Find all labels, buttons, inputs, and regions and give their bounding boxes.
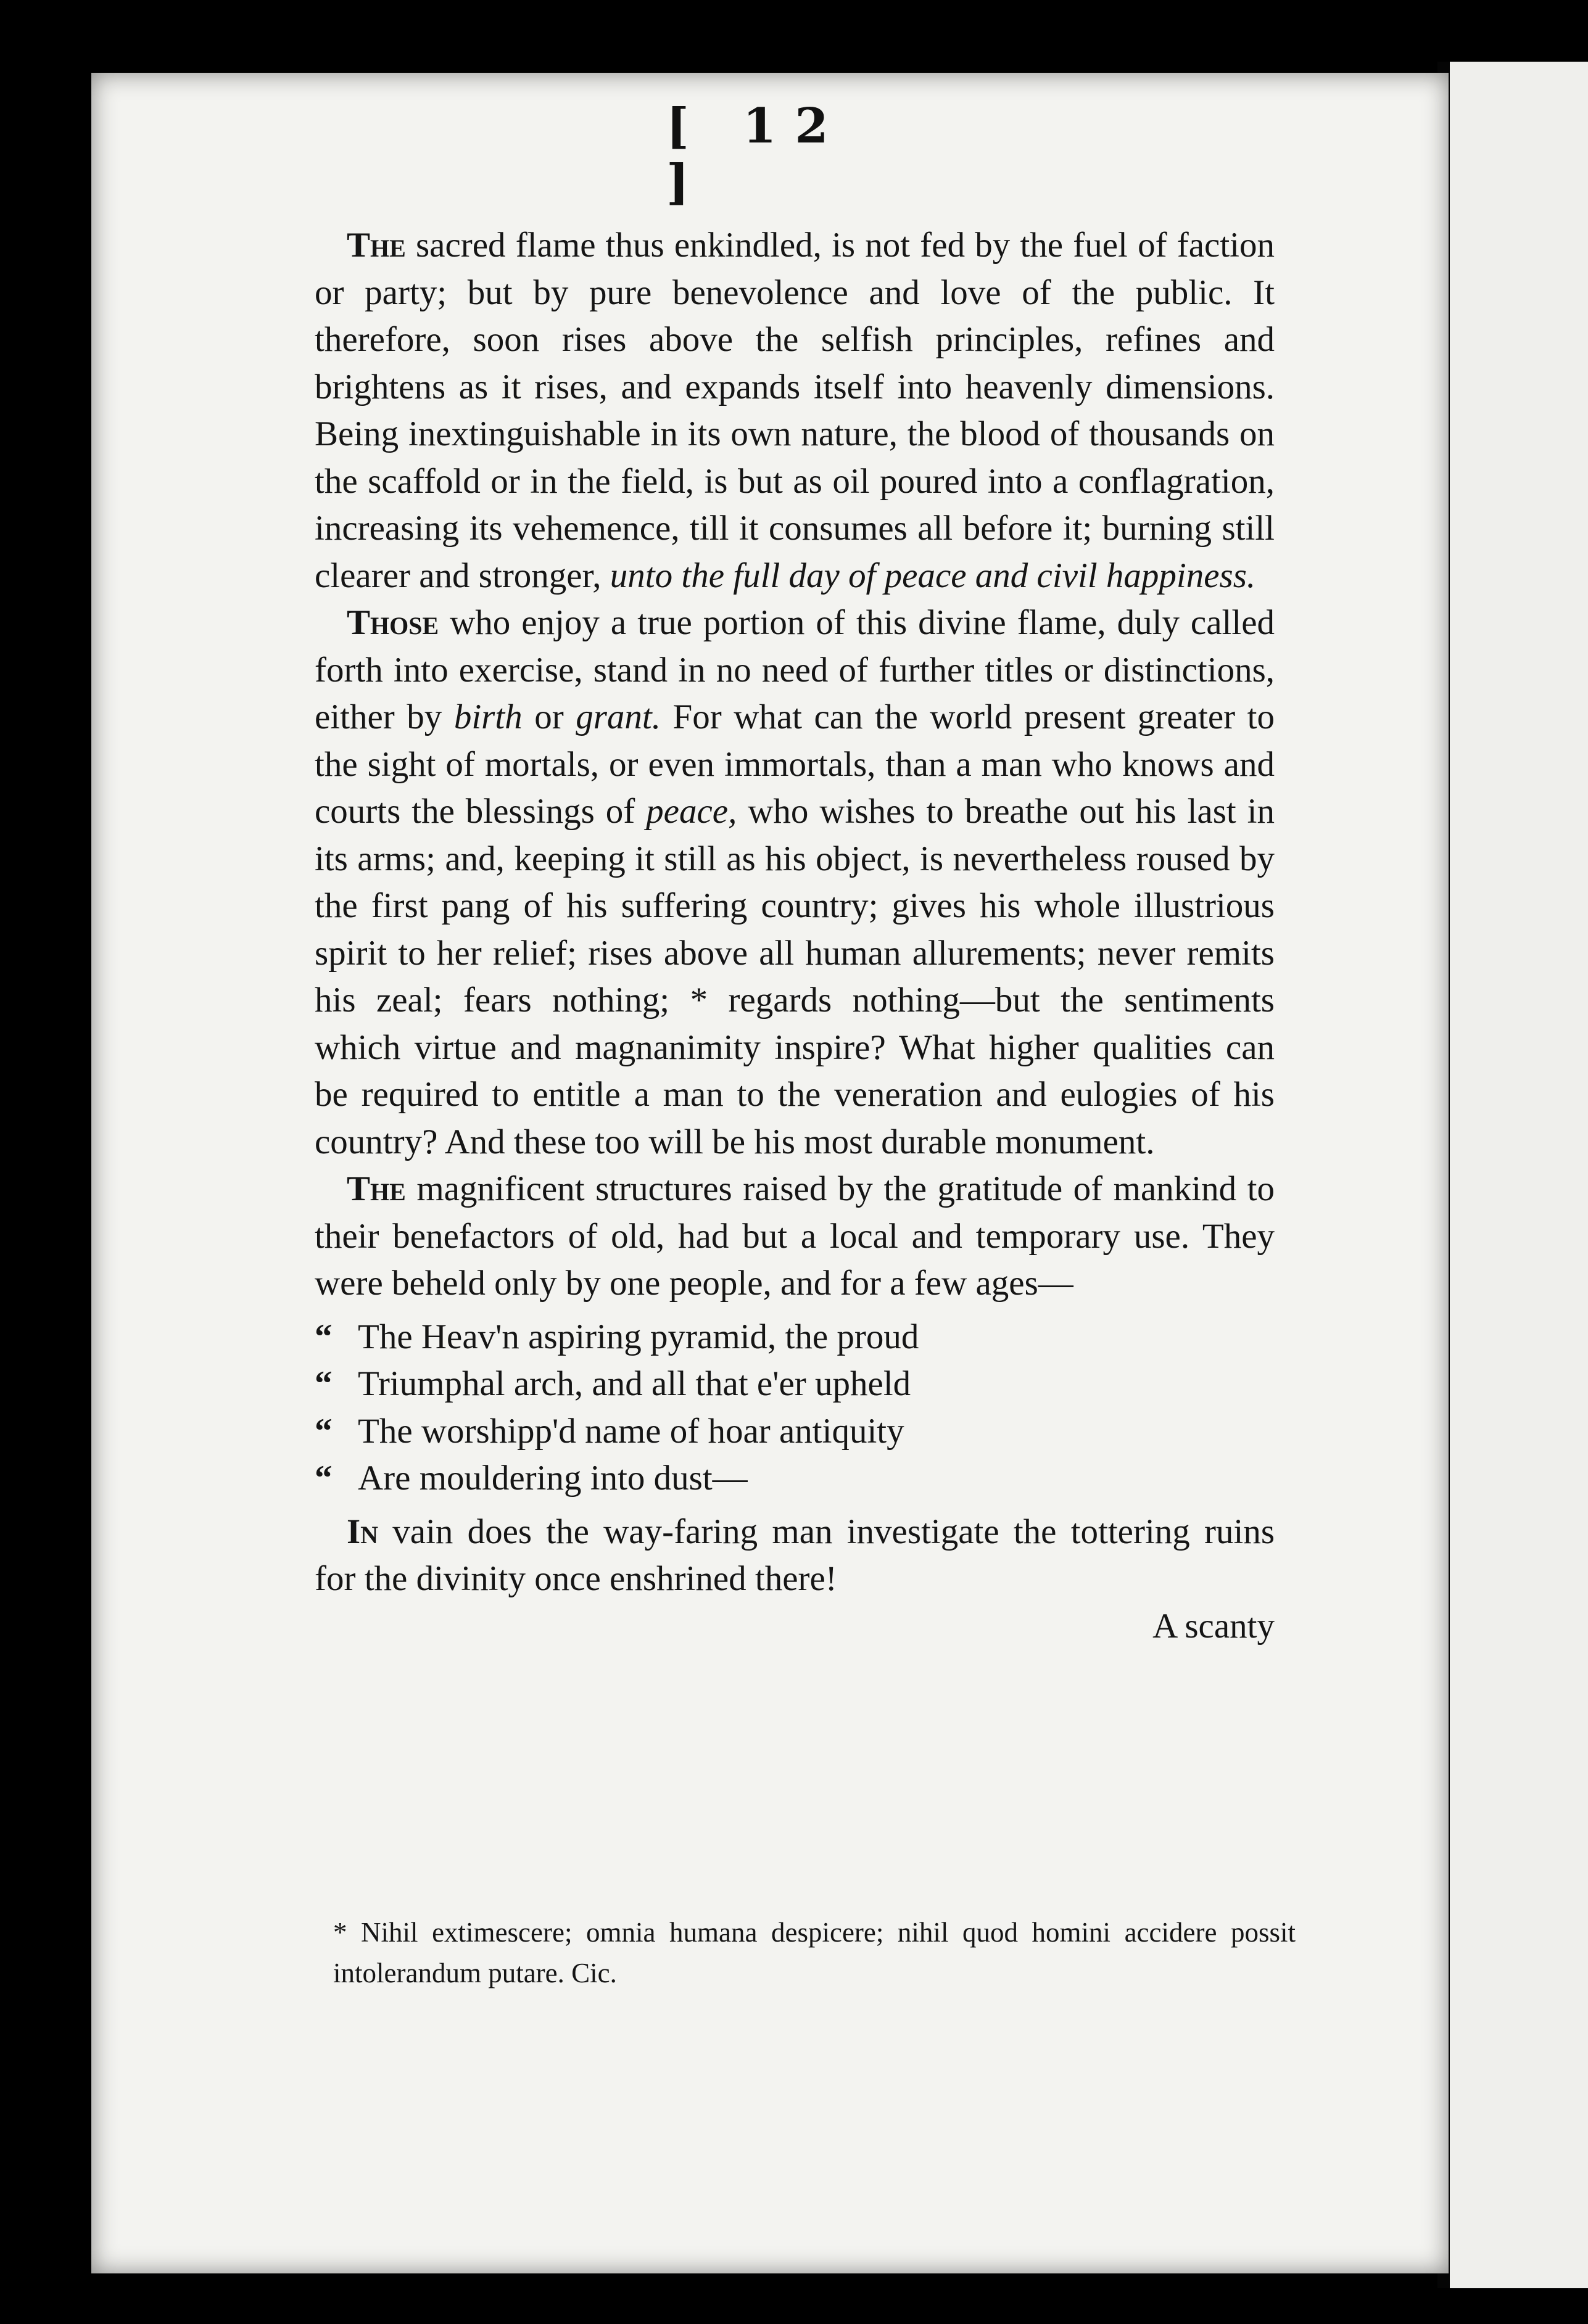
paragraph-2-text-b: or bbox=[522, 698, 576, 736]
facing-page-edge bbox=[1450, 62, 1588, 2288]
paragraph-3-lead: The bbox=[347, 1169, 406, 1208]
verse-line bbox=[315, 1408, 1275, 1456]
verse-line bbox=[315, 1455, 1275, 1502]
verse-line-text: Are mouldering into dust— bbox=[358, 1459, 748, 1498]
paragraph-3 bbox=[315, 1166, 1275, 1308]
verse-line-text: The Heav'n aspiring pyramid, the proud bbox=[358, 1317, 919, 1356]
paragraph-4-lead: In bbox=[347, 1512, 379, 1551]
paragraph-2-italic-grant: grant. bbox=[576, 698, 661, 736]
verse-line bbox=[315, 1314, 1275, 1361]
paragraph-4-text: vain does the way-faring man investigate the tottering ruins for the divinity once enshrined there! bbox=[315, 1512, 1275, 1598]
paragraph-2-text-d: who wishes to breathe out his last in its arms; and, keeping it still as his object, is nevertheless roused by the first pang of his suffering country; gives his whole illustrious spirit to her relief; rises above all human allurements; never remits his zeal; fears nothing; * regards nothing—but the sentiments which virtue and magnanimity inspire? What higher qualities can be required to entitle a man to the veneration and eulogies of his country? And these too will be his most durable monument. bbox=[315, 792, 1275, 1161]
paragraph-3-text: magnificent structures raised by the gratitude of mankind to their benefactors of old, had but a local and temporary use. They were beheld only by one people, and for a few ages— bbox=[315, 1169, 1275, 1303]
paragraph-2 bbox=[315, 600, 1275, 1166]
paragraph-2-text-a: who enjoy a true portion of this divine flame, duly called forth into exercise, stand in no need of further titles or distinctions, either by bbox=[315, 603, 1275, 736]
body-text bbox=[315, 222, 1275, 1650]
quote-mark: “ bbox=[315, 1317, 333, 1356]
paragraph-1-italic: unto the full day of peace and civil happiness. bbox=[610, 556, 1256, 595]
quote-mark: “ bbox=[315, 1411, 333, 1451]
verse-quote bbox=[315, 1314, 1275, 1502]
quote-mark: “ bbox=[315, 1459, 333, 1498]
paragraph-2-italic-birth: birth bbox=[453, 698, 523, 736]
paragraph-2-lead: Those bbox=[347, 603, 439, 642]
footnote bbox=[333, 1912, 1296, 1993]
verse-line-text: The worshipp'd name of hoar antiquity bbox=[358, 1411, 904, 1451]
paragraph-2-italic-peace: peace, bbox=[646, 792, 737, 831]
paragraph-1-lead: The bbox=[347, 226, 406, 265]
paragraph-1 bbox=[315, 222, 1275, 600]
footnote-text: * Nihil extimescere; omnia humana despicere; nihil quod homini accidere possit intolerandum putare. Cic. bbox=[333, 1917, 1296, 1988]
paragraph-4 bbox=[315, 1509, 1275, 1603]
quote-mark: “ bbox=[315, 1364, 333, 1403]
verse-line-text: Triumphal arch, and all that e'er upheld bbox=[358, 1364, 911, 1403]
paragraph-1-text: sacred flame thus enkindled, is not fed by the fuel of faction or party; but by pure benevolence and love of the public. It therefore, soon rises above the selfish principles, refines and brightens as it rises, and expands itself into heavenly dimensions. Being inextinguishable in its own nature, the blood of thousands on the scaffold or in the field, is but as oil poured into a conflagration, increasing its vehemence, till it consumes all before it; burning still clearer and stronger, bbox=[315, 226, 1275, 595]
page-number: [ 12 ] bbox=[666, 98, 847, 210]
verse-line bbox=[315, 1361, 1275, 1408]
catchword: A scanty bbox=[1152, 1606, 1275, 1646]
paragraph-2-text-c: For what can the world present greater to the sight of mortals, or even immortals, than a man who knows and courts the blessings of bbox=[315, 698, 1275, 831]
